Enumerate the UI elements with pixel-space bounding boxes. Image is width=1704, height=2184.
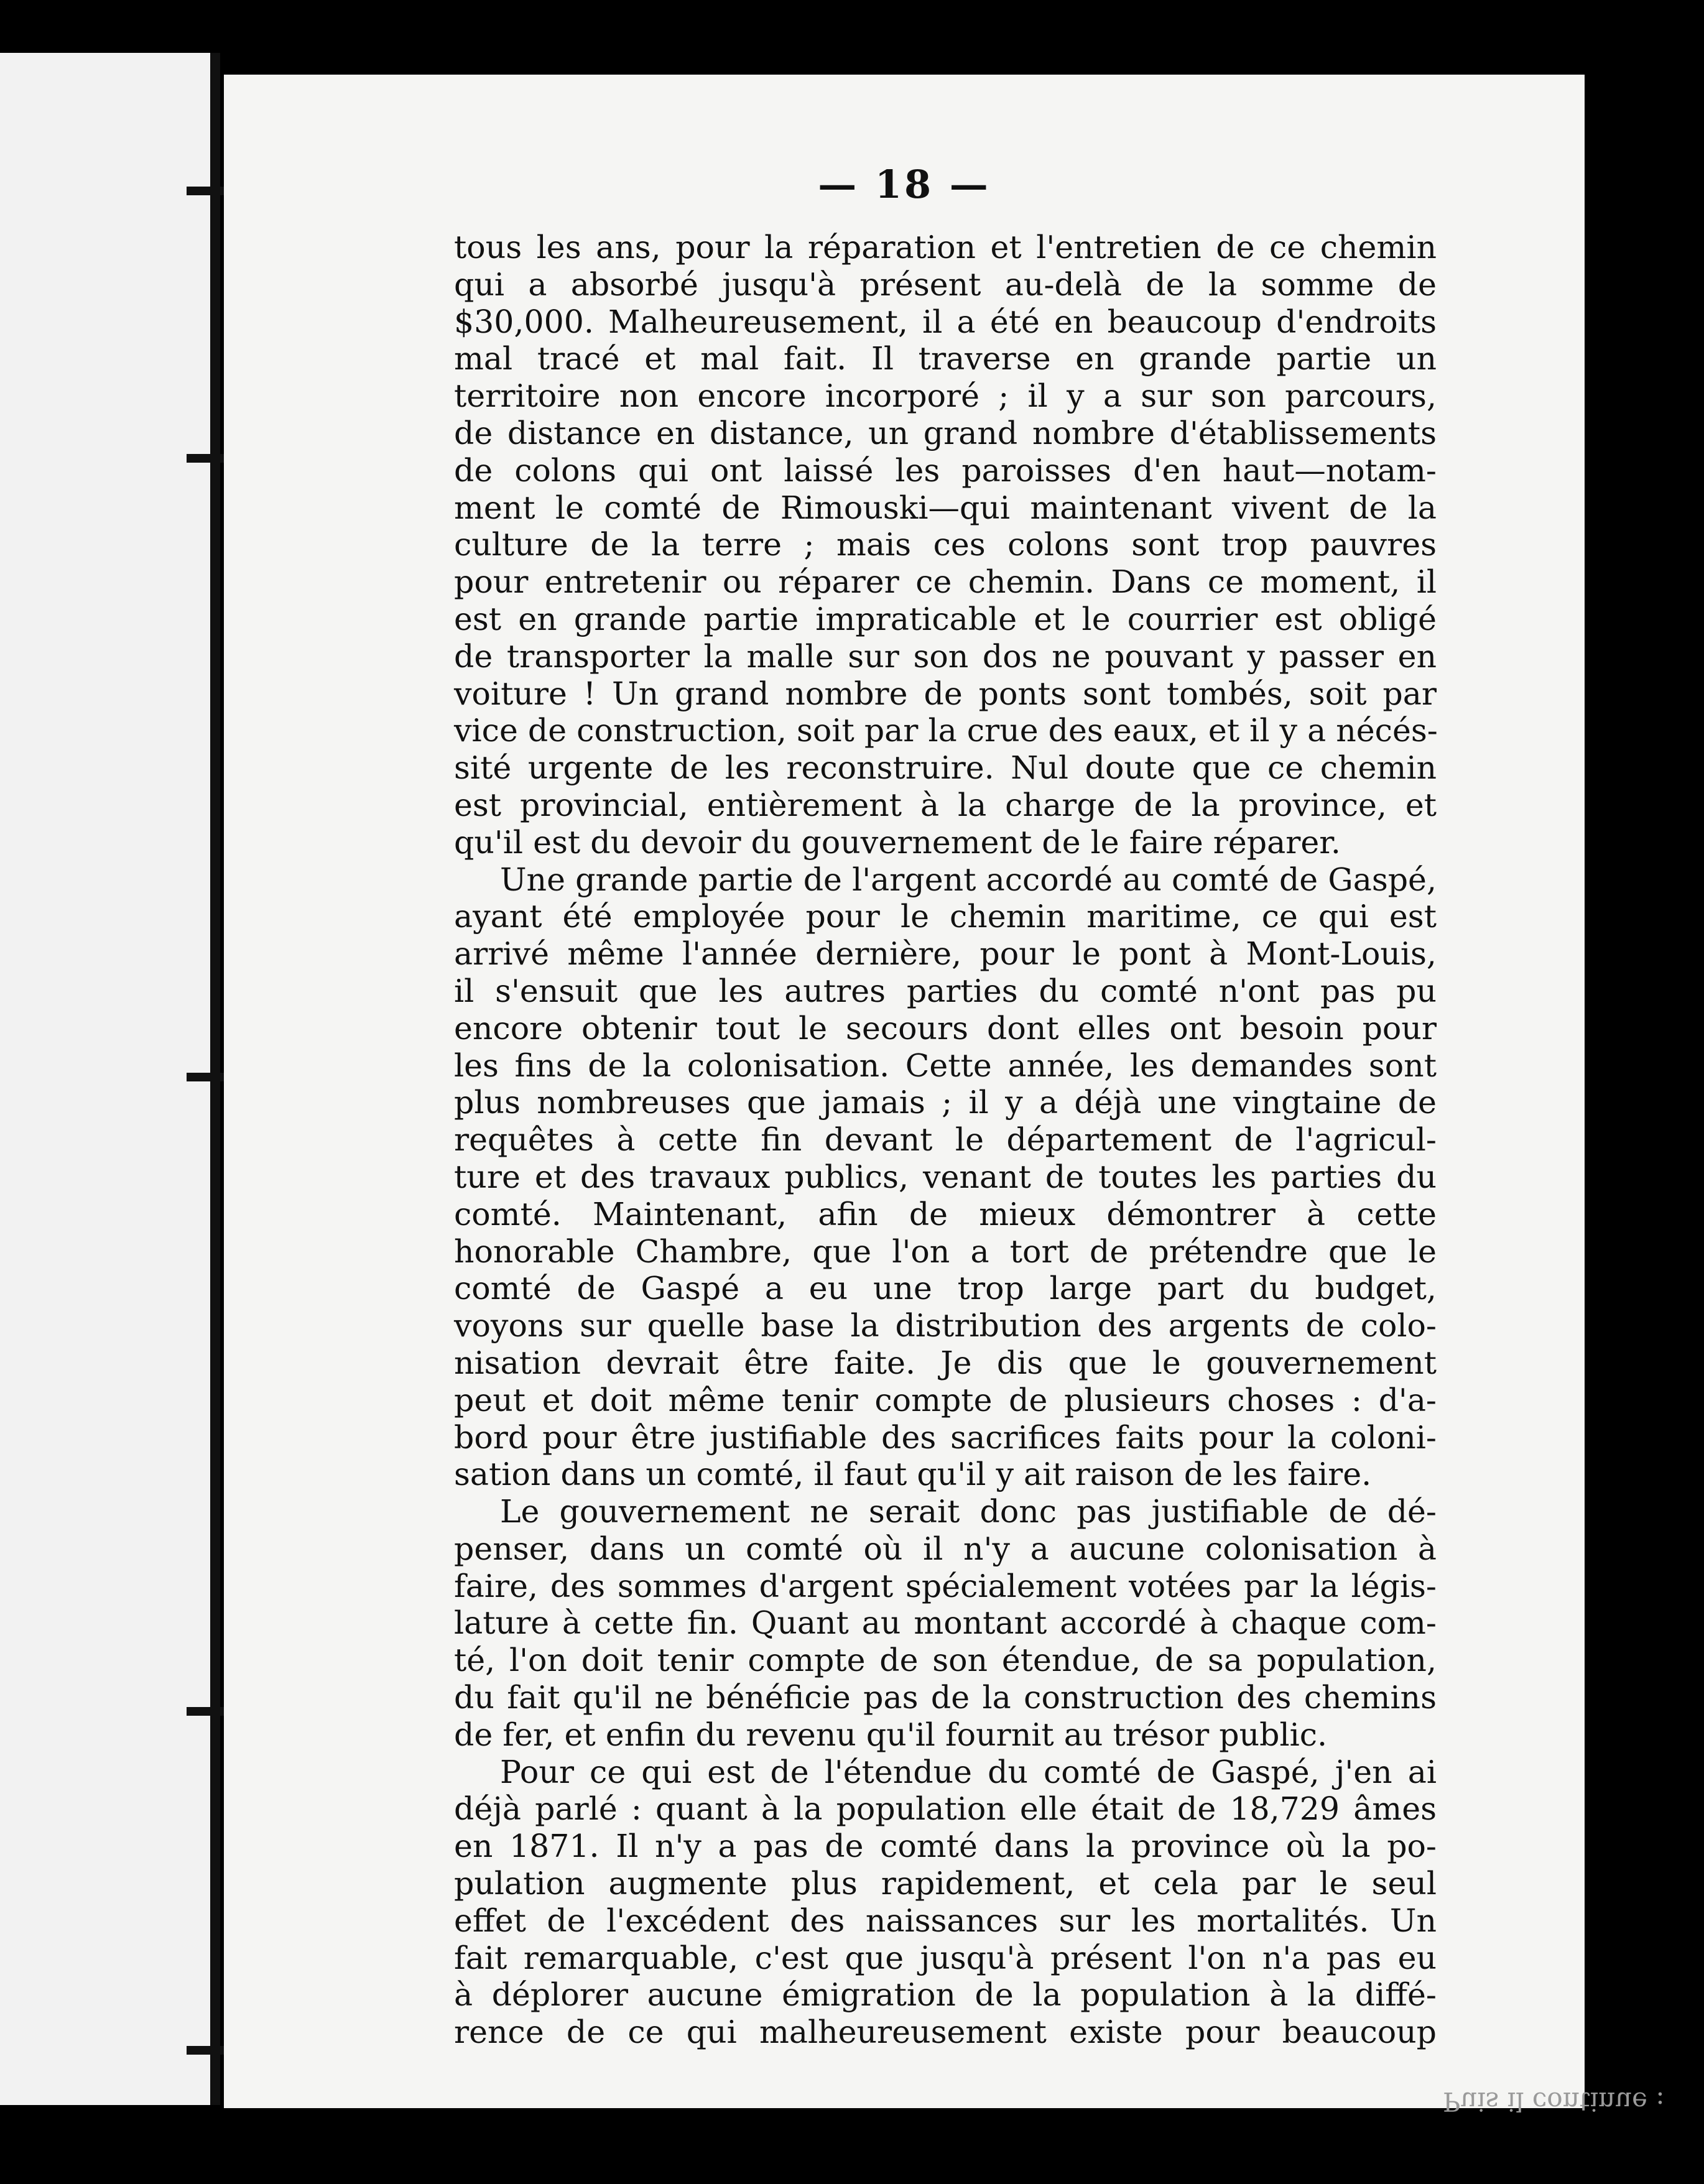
text-line: fait remarquable, c'est que jusqu'à présent l'on n'a pas eu (454, 1939, 1437, 1976)
text-line: sation dans un comté, il faut qu'il y ait raison de les faire. (454, 1456, 1372, 1493)
text-line: Pour ce qui est de l'étendue du comté de Gaspé, j'en ai (500, 1753, 1437, 1790)
text-line: territoire non encore incorporé ; il y a sur son parcours, (454, 377, 1437, 415)
text-line: plus nombreuses que jamais ; il y a déjà une vingtaine de (454, 1084, 1437, 1121)
text-line: pour entretenir ou réparer ce chemin. Dans ce moment, il (454, 563, 1437, 601)
bleed-through-text: Puis il continue : (1443, 2086, 1665, 2117)
text-line: de fer, et enfin du revenu qu'il fournit au trésor public. (454, 1716, 1328, 1753)
text-line: encore obtenir tout le secours dont elles ont besoin pour (454, 1009, 1437, 1047)
text-line: ment le comté de Rimouski—qui maintenant vivent de la (454, 489, 1437, 526)
text-line: effet de l'excédent des naissances sur les mortalités. Un (454, 1902, 1437, 1939)
text-line: à déplorer aucune émigration de la population à la diffé- (454, 1976, 1437, 2014)
body-text (454, 229, 1437, 2051)
text-line: nisation devrait être faite. Je dis que le gouvernement (454, 1344, 1437, 1381)
text-line: rence de ce qui malheureusement existe pour beaucoup (454, 2014, 1437, 2051)
text-line: lature à cette fin. Quant au montant accordé à chaque com- (454, 1604, 1437, 1642)
text-line: peut et doit même tenir compte de plusieurs choses : d'a- (454, 1381, 1437, 1418)
text-line: les fins de la colonisation. Cette année, les demandes sont (454, 1047, 1437, 1084)
text-line: est en grande partie impraticable et le courrier est obligé (454, 600, 1437, 637)
text-line: voyons sur quelle base la distribution des argents de colo- (454, 1307, 1437, 1344)
text-line: sité urgente de les reconstruire. Nul doute que ce chemin (454, 749, 1437, 787)
text-line: du fait qu'il ne bénéficie pas de la construction des chemins (454, 1679, 1437, 1716)
text-line: tous les ans, pour la réparation et l'entretien de ce chemin (454, 229, 1437, 266)
text-line: il s'ensuit que les autres parties du comté n'ont pas pu (454, 972, 1437, 1009)
document-page (224, 75, 1665, 2117)
facing-page-edge (0, 53, 218, 2105)
text-line: ture et des travaux publics, venant de toutes les parties du (454, 1158, 1437, 1195)
text-line: de transporter la malle sur son dos ne pouvant y passer en (454, 637, 1437, 675)
text-line: culture de la terre ; mais ces colons sont trop pauvres (454, 526, 1437, 563)
text-line: ayant été employée pour le chemin maritime, ce qui est (454, 898, 1437, 935)
text-line: faire, des sommes d'argent spécialement votées par la légis- (454, 1567, 1437, 1604)
text-line: requêtes à cette fin devant le département de l'agricul- (454, 1121, 1437, 1159)
text-line: bord pour être justifiable des sacrifices faits pour la coloni- (454, 1418, 1437, 1456)
text-line: comté. Maintenant, afin de mieux démontrer à cette (454, 1195, 1437, 1233)
text-line: qui a absorbé jusqu'à présent au-delà de la somme de (454, 266, 1437, 303)
text-line: mal tracé et mal fait. Il traverse en grande partie un (454, 340, 1437, 377)
page-number: — 18 — (818, 162, 991, 207)
text-line: déjà parlé : quant à la population elle était de 18,729 âmes (454, 1790, 1437, 1828)
text-line: est provincial, entièrement à la charge de la province, et (454, 786, 1437, 823)
text-line: qu'il est du devoir du gouvernement de le faire réparer. (454, 823, 1341, 861)
text-line: Une grande partie de l'argent accordé au comté de Gaspé, (500, 861, 1437, 898)
text-line: vice de construction, soit par la crue des eaux, et il y a nécés- (454, 712, 1438, 749)
text-line: arrivé même l'année dernière, pour le pont à Mont-Louis, (454, 935, 1437, 973)
text-line: penser, dans un comté où il n'y a aucune colonisation à (454, 1530, 1437, 1567)
text-line: Le gouvernement ne serait donc pas justifiable de dé- (500, 1493, 1437, 1530)
text-line: comté de Gaspé a eu une trop large part du budget, (454, 1270, 1437, 1307)
text-line: de distance en distance, un grand nombre d'établissements (454, 414, 1437, 451)
text-line: honorable Chambre, que l'on a tort de prétendre que le (454, 1233, 1437, 1270)
text-line: de colons qui ont laissé les paroisses d'en haut—notam- (454, 451, 1437, 489)
text-line: $30,000. Malheureusement, il a été en beaucoup d'endroits (454, 303, 1437, 340)
text-line: en 1871. Il n'y a pas de comté dans la province où la po- (454, 1828, 1437, 1865)
text-line: voiture ! Un grand nombre de ponts sont tombés, soit par (454, 675, 1437, 712)
text-line: pulation augmente plus rapidement, et cela par le seul (454, 1865, 1437, 1902)
text-line: té, l'on doit tenir compte de son étendue, de sa population, (454, 1642, 1437, 1679)
